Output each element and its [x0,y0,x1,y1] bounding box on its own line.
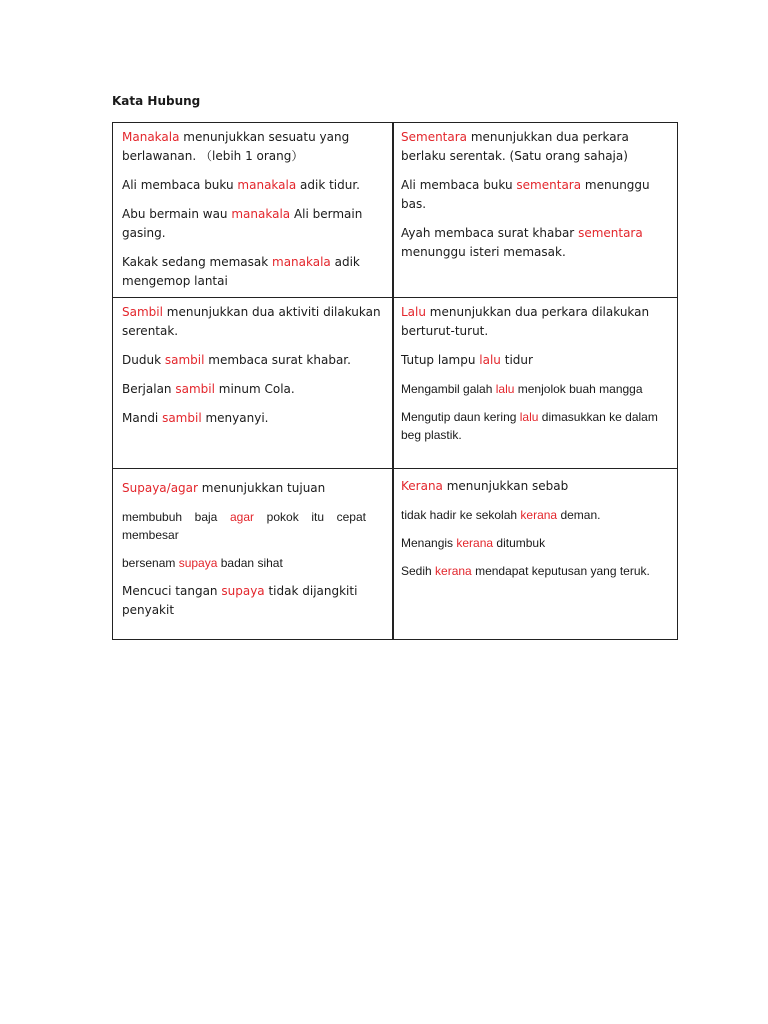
keyword: Manakala [122,130,180,144]
cell-manakala [122,128,384,301]
definition: Sementara menunjukkan dua perkara berlaku serentak. (Satu orang sahaja) [401,130,629,163]
definition: Lalu menunjukkan dua perkara dilakukan berturut-turut. [401,305,650,338]
keyword: Sementara [401,130,468,144]
example: tidak hadir ke sekolah kerana deman. [401,508,601,522]
column-divider [392,123,394,639]
keyword: Kerana [401,479,443,493]
example: Ali membaca buku manakala adik tidur. [122,178,360,192]
cell-lalu [401,303,673,454]
definition: Kerana menunjukkan sebab [401,479,569,493]
example: Kakak sedang memasak manakala adik mengemop lantai [122,255,360,288]
definition: Sambil menunjukkan dua aktiviti dilakukan serentak. [122,305,381,338]
example: Duduk sambil membaca surat khabar. [122,353,351,367]
example: Sedih kerana mendapat keputusan yang teruk. [401,564,650,578]
cell-supaya [122,479,366,630]
example: Tutup lampu lalu tidur [401,353,533,367]
keyword: Lalu [401,305,426,319]
example: Abu bermain wau manakala Ali bermain gasing. [122,207,363,240]
cell-sambil [122,303,384,438]
example: bersenam supaya badan sihat [122,556,283,570]
keyword: Sambil [122,305,163,319]
example: Mandi sambil menyanyi. [122,411,269,425]
example: Ali membaca buku sementara menunggu bas. [401,178,650,211]
example: membubuh baja agar pokok itu cepat membesar [122,510,366,542]
example: Ayah membaca surat khabar sementara menunggu isteri memasak. [401,226,643,259]
example: Mengambil galah lalu menjolok buah mangga [401,382,643,396]
example: Mencuci tangan supaya tidak dijangkiti penyakit [122,584,358,617]
example: Mengutip daun kering lalu dimasukkan ke dalam beg plastik. [401,410,658,442]
cell-sementara [401,128,673,272]
definition: Supaya/agar menunjukkan tujuan [122,481,326,495]
definition: Manakala menunjukkan sesuatu yang berlawanan. （lebih 1 orang） [122,130,350,163]
cell-kerana [401,477,661,590]
keyword: Supaya/agar [122,481,198,495]
row-divider-2 [113,468,677,469]
example: Berjalan sambil minum Cola. [122,382,295,396]
conjunction-table [112,122,678,640]
example: Menangis kerana ditumbuk [401,536,546,550]
page-title: Kata Hubung [112,94,201,108]
